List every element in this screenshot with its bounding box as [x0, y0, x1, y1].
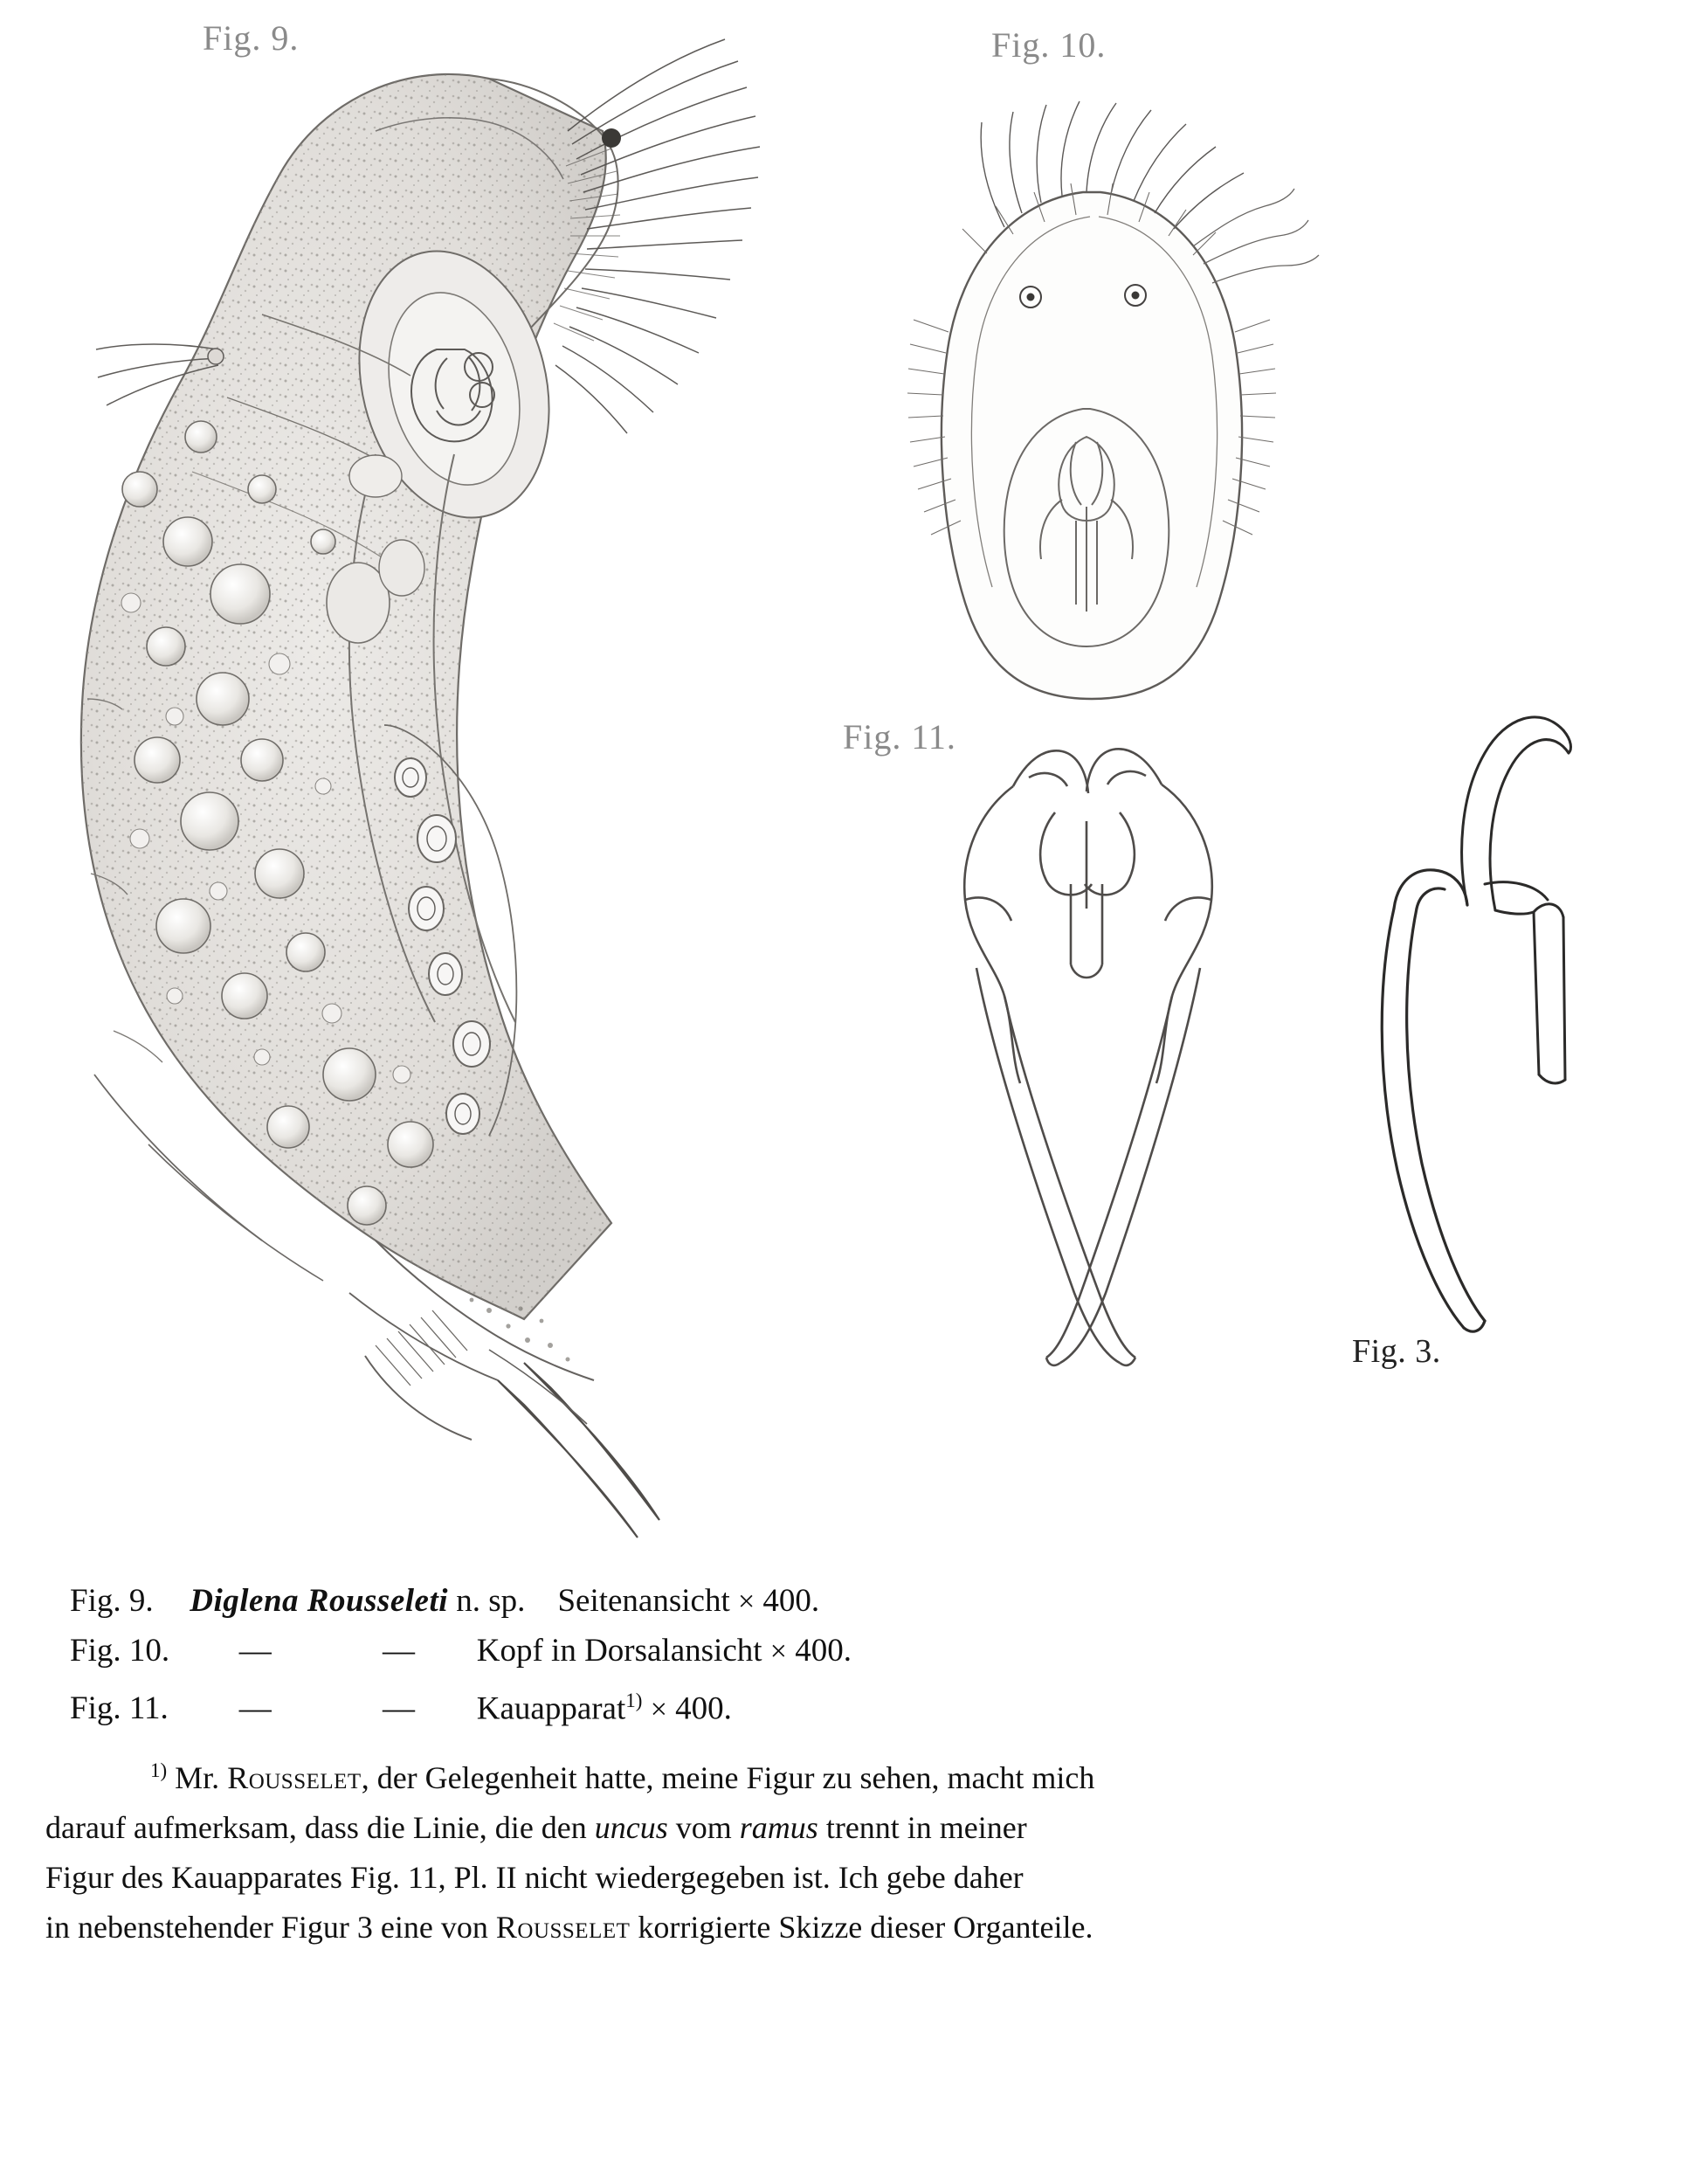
footnote-line4-a: in nebenstehender Figur 3 eine von [45, 1910, 496, 1945]
fig11-drawing [964, 749, 1212, 1365]
footnote-line-2 [45, 1803, 1652, 1853]
caption-fig10-number: Fig. 10. [70, 1633, 170, 1669]
footnote-line1-b: , der Gelegenheit hatte, meine Figur zu sehen, macht mich [361, 1760, 1095, 1795]
footnote-line2-a: darauf aufmerksam, dass die Linie, die den [45, 1810, 595, 1845]
fig3-label: Fig. 3. [1352, 1333, 1441, 1370]
caption-fig11-times: × [650, 1693, 667, 1726]
caption-fig9-magnification: 400. [762, 1583, 820, 1619]
footnote-line-1 [45, 1745, 1652, 1803]
caption-fig10-magnification: 400. [795, 1633, 852, 1669]
caption-fig10-description: Kopf in Dorsalansicht [476, 1633, 762, 1669]
caption-fig11-footnote-marker: 1) [625, 1690, 643, 1711]
caption-fig9-authority: n. sp. [456, 1583, 526, 1619]
caption-fig10-times: × [769, 1635, 787, 1668]
caption-fig9-number: Fig. 9. [70, 1583, 154, 1619]
footnote-term-ramus: ramus [739, 1810, 818, 1845]
fig10-label: Fig. 10. [991, 25, 1107, 65]
caption-fig10-dash2: — [383, 1633, 415, 1669]
fig3-drawing [1382, 717, 1570, 1331]
caption-fig10-dash1: — [238, 1633, 272, 1669]
caption-fig9-description: Seitenansicht [557, 1583, 730, 1619]
caption-fig11-number: Fig. 11. [70, 1690, 169, 1727]
footnote-block [45, 1745, 1652, 1952]
footnote-line4-b: korrigierte Skizze dieser Organteile. [630, 1910, 1093, 1945]
eyespot [602, 128, 621, 148]
footnote-line-4 [45, 1903, 1652, 1952]
footnote-marker: 1) [150, 1759, 168, 1781]
caption-fig10 [70, 1627, 1642, 1676]
fig10-drawing [907, 101, 1319, 699]
footnote-line2-b: vom [667, 1810, 740, 1845]
footnote-line2-c: trennt in meiner [817, 1810, 1027, 1845]
caption-fig11-magnification: 400. [675, 1690, 732, 1727]
caption-fig11-dash2: — [383, 1690, 415, 1727]
caption-fig11-dash1: — [238, 1690, 272, 1727]
footnote-line-3: Figur des Kauapparates Fig. 11, Pl. II nicht wiedergegeben ist. Ich gebe daher [45, 1860, 1024, 1895]
figure-captions [70, 1577, 1642, 1734]
caption-fig9-times: × [737, 1586, 755, 1618]
caption-fig11-description: Kauapparat [476, 1690, 626, 1727]
caption-fig9-species: Diglena Rousseleti [190, 1583, 449, 1619]
fig11-label: Fig. 11. [843, 717, 956, 757]
fig9-label: Fig. 9. [203, 18, 300, 58]
footnote-rousselet-1: Rousselet [227, 1760, 362, 1795]
caption-fig11 [70, 1676, 1642, 1734]
footnote-rousselet-2: Rousselet [495, 1910, 631, 1945]
fig9-drawing [52, 39, 760, 1538]
footnote-term-uncus: uncus [594, 1810, 668, 1845]
caption-fig9 [70, 1577, 1642, 1627]
footnote-line1-a: Mr. [175, 1760, 228, 1795]
